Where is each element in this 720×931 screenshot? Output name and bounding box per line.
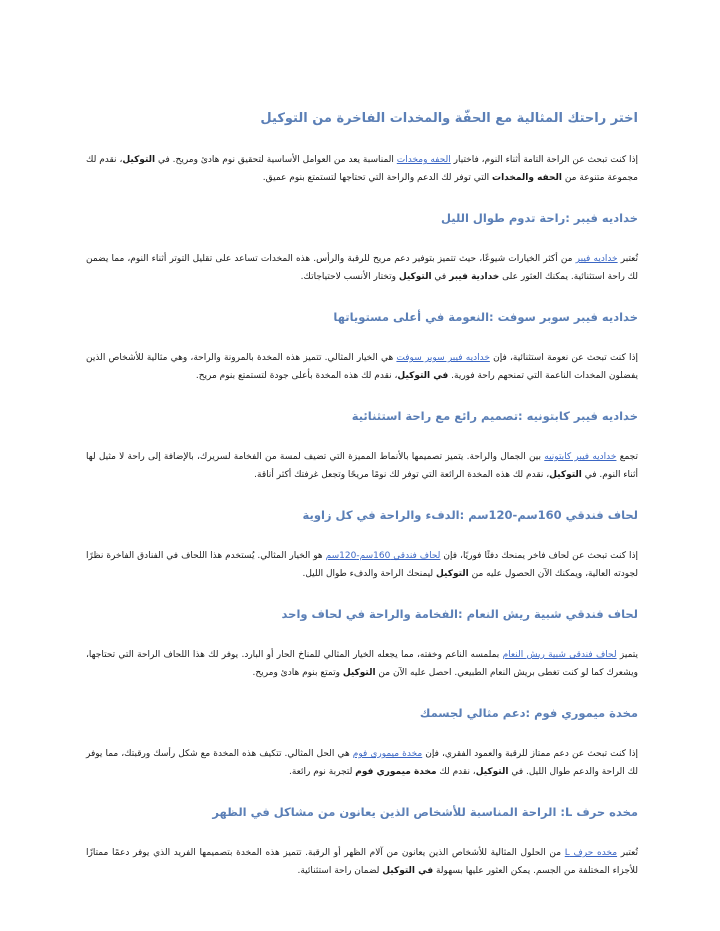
section-heading-fiber: خداديه فيبر :راحة تدوم طوال الليل	[441, 211, 638, 225]
product-link[interactable]: مخده حرف L	[564, 848, 618, 858]
intro-text-1: إذا كنت تبحث عن الراحة التامة أثناء النوم، فاختيار	[450, 155, 638, 165]
section-paragraph-l-pillow	[86, 844, 638, 880]
section-text: لتجربة نوم رائعة.	[288, 767, 356, 777]
section-bold: في التوكيل	[397, 371, 449, 381]
intro-text-2: المناسبة يعد من العوامل الأساسية لتحقيق نوم هادئ ومريح. في	[155, 155, 397, 165]
section-heading-hotel-quilt: لحاف فندقي 160سم-120سم :الدفء والراحة في كل زاوية	[302, 508, 638, 522]
product-link[interactable]: لحاف فندقي شبية ريش النعام	[502, 650, 617, 660]
product-link[interactable]: خداديه فيبر كابتونيه	[544, 452, 617, 462]
section-text: إذا كنت تبحث عن دعم ممتاز للرقبة والعمود الفقري، فإن	[422, 749, 639, 759]
section-text: هو الخيار المثالي. يُستخدم هذا اللحاف في الفنادق الفاخرة نظرًا لجودته العالية، ويمكنك الآن الحصول عليه من	[86, 551, 638, 579]
section-text: في	[431, 272, 450, 282]
section-heading-memory-foam: مخدة ميموري فوم :دعم مثالي لجسمك	[419, 706, 638, 720]
section-bold: خدادية فيبر	[449, 272, 500, 282]
section-paragraph-hotel-quilt	[86, 547, 638, 583]
section-text: تُعتبر	[617, 254, 639, 264]
section-text: إذا كنت تبحث عن لحاف فاخر يمنحك دفئًا فوريًا، فإن	[440, 551, 638, 561]
section-text: بين الجمال والراحة. يتميز تصميمها بالأنماط المميزة التي تضيف لمسة من الفخامة لسريرك، بالإضافة إلى راحة لا مثيل لها أثناء النوم. في	[86, 452, 638, 480]
page-title: اختر راحتك المثالية مع الحفّة والمخدات الفاخرة من التوكيل	[260, 111, 638, 126]
section-text: تجمع	[616, 452, 638, 462]
product-link[interactable]: خداديه فيبر	[575, 254, 618, 264]
section-paragraph-ostrich-quilt	[86, 646, 638, 682]
intro-bold-1: التوكيل	[122, 155, 156, 165]
product-link[interactable]: خداديه فيبر سوبر سوفت	[396, 353, 490, 363]
section-paragraph-capitonne	[86, 448, 638, 484]
section-text: من أكثر الخيارات شيوعًا، حيث تتميز بتوفير دعم مريح للرقبة والرأس. هذه المخدات تساعد على تقليل التوتر أثناء النوم، مما يضمن لك راحة استثنائية. يمكنك العثور على	[86, 254, 638, 282]
intro-bold-2: الحفه والمخدات	[492, 173, 562, 183]
section-text: تُعتبر	[617, 848, 638, 858]
section-heading-ostrich-quilt: لحاف فندقي شبية ريش النعام :الفخامة والراحة في لحاف واحد	[281, 607, 638, 621]
product-link[interactable]: مخدة ميموري فوم	[352, 749, 423, 759]
section-bold: التوكيل	[342, 668, 376, 678]
section-bold: التوكيل	[398, 272, 432, 282]
section-bold: التوكيل	[436, 569, 469, 579]
intro-paragraph	[86, 151, 638, 187]
section-text: يتميز	[616, 650, 638, 660]
article	[86, 110, 638, 902]
intro-link[interactable]: الحفه ومخدات	[396, 155, 451, 165]
product-link[interactable]: لحاف فندقي 160سم-120سم	[325, 551, 441, 561]
intro-text-4: التي توفر لك الدعم والراحة التي تحتاجها لتستمتع بنوم عميق.	[262, 173, 493, 183]
intro-text-3: ، نقدم لك مجموعة متنوعة من	[86, 155, 638, 183]
section-heading-l-pillow: مخده حرف L: الراحة المناسبة للأشخاص الذين يعانون من مشاكل في الظهر	[212, 805, 638, 819]
section-text: ، نقدم لك هذه المخدة بأعلى جودة لتستمتع بنوم مريح.	[195, 371, 398, 381]
section-text: هي الحل المثالي. تتكيف هذه المخدة مع شكل رأسك ورقبتك، مما يوفر لك الراحة والدعم طوال الليل. في	[86, 749, 638, 777]
section-text: لضمان راحة استثنائية.	[297, 866, 383, 876]
section-bold: التوكيل	[475, 767, 509, 777]
section-heading-super-soft: خداديه فيبر سوبر سوفت :النعومة في أعلى مستوياتها	[333, 310, 638, 324]
section-text: ، نقدم لك	[436, 767, 476, 777]
section-bold: التوكيل	[549, 470, 582, 480]
section-text: من الحلول المثالية للأشخاص الذين يعانون من آلام الظهر أو الرقبة. تتميز هذه المخدة بتصميمها الفريد الذي يوفر دعمًا ممتازًا للأجزاء المختلفة من الجسم. يمكن العثور عليها بسهولة	[86, 848, 638, 876]
section-text: ، نقدم لك هذه المخدة الرائعة التي توفر لك نومًا مريحًا وتجعل غرفتك أكثر أناقة.	[254, 470, 550, 480]
section-text: ليمنحك الراحة والدفء طوال الليل.	[302, 569, 436, 579]
section-text: بملمسه الناعم وخفته، مما يجعله الخيار المثالي للمناخ الحار أو البارد. يوفر لك هذا اللحاف الراحة التي تحتاجها، ويشعرك كما لو كنت تغطى بريش النعام الطبيعي. احصل عليه الآن من	[86, 650, 638, 678]
section-text: وتمتع بنوم هادئ ومريح.	[252, 668, 343, 678]
section-text: إذا كنت تبحث عن نعومة استثنائية، فإن	[489, 353, 639, 363]
section-heading-capitonne: خداديه فيبر كابتونيه :تصميم رائع مع راحة استثنائية	[351, 409, 638, 423]
section-text: هي الخيار المثالي. تتميز هذه المخدة بالمرونة والراحة، وهي مثالية للأشخاص الذين يفضلون المخدات الناعمة التي تمنحهم راحة فورية.	[86, 353, 638, 381]
section-bold: في التوكيل	[382, 866, 434, 876]
section-paragraph-fiber	[86, 250, 638, 286]
section-text: وتختار الأنسب لاحتياجاتك.	[300, 272, 399, 282]
section-paragraph-memory-foam	[86, 745, 638, 781]
section-bold: مخدة ميموري فوم	[355, 767, 437, 777]
section-paragraph-super-soft	[86, 349, 638, 385]
